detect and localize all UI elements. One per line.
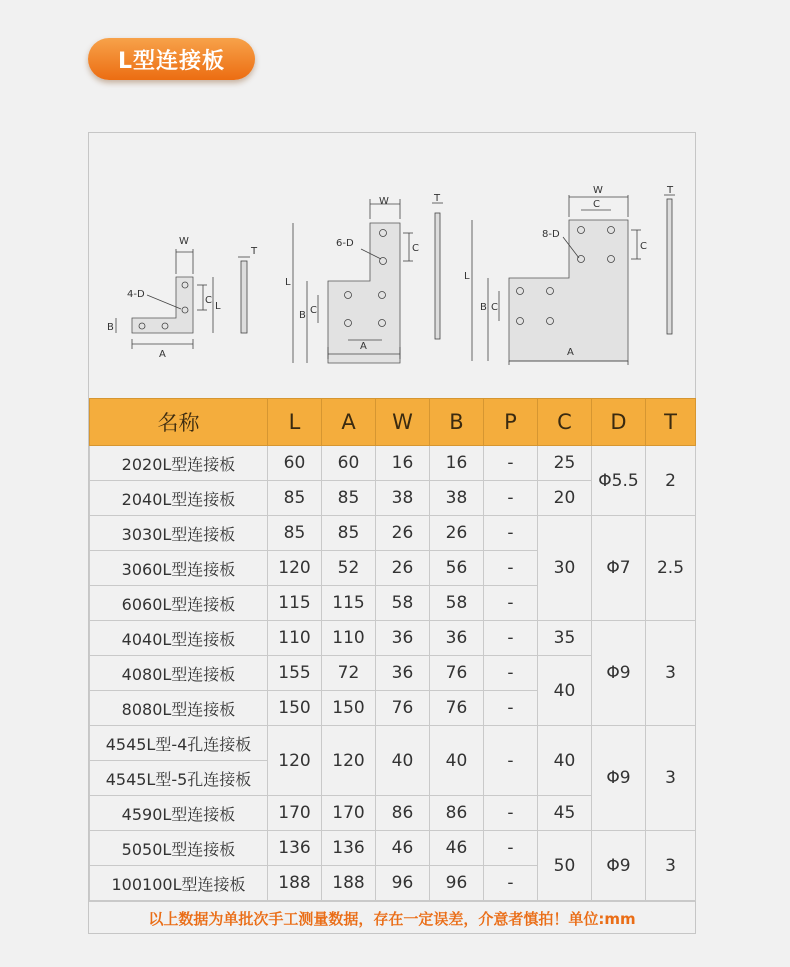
cell-b: 86 xyxy=(430,796,484,831)
col-header: A xyxy=(322,399,376,446)
cell-name: 4545L型-5孔连接板 xyxy=(90,761,268,796)
cell-w: 86 xyxy=(376,796,430,831)
dim-mid-w: W xyxy=(379,196,389,207)
footnote: 以上数据为单批次手工测量数据，存在一定误差，介意者慎拍！单位:mm xyxy=(89,901,695,935)
cell-a: 170 xyxy=(322,796,376,831)
table-row xyxy=(90,446,696,481)
cell-name: 4590L型连接板 xyxy=(90,796,268,831)
cell-name: 5050L型连接板 xyxy=(90,831,268,866)
cell-name: 2040L型连接板 xyxy=(90,481,268,516)
cell-p: - xyxy=(484,446,538,481)
cell-l: 120 xyxy=(268,726,322,796)
cell-a: 188 xyxy=(322,866,376,901)
cell-l: 120 xyxy=(268,551,322,586)
cell-p: - xyxy=(484,656,538,691)
cell-a: 120 xyxy=(322,726,376,796)
spec-frame xyxy=(88,132,696,934)
cell-p: - xyxy=(484,621,538,656)
cell-w: 36 xyxy=(376,621,430,656)
table-row xyxy=(90,831,696,866)
cell-b: 76 xyxy=(430,691,484,726)
cell-l: 110 xyxy=(268,621,322,656)
cell-t: 3 xyxy=(646,831,696,901)
cell-b: 36 xyxy=(430,621,484,656)
dim-mid-d: 6-D xyxy=(336,238,354,249)
col-header: C xyxy=(538,399,592,446)
dim-large-a: A xyxy=(567,347,574,358)
cell-b: 58 xyxy=(430,586,484,621)
cell-b: 26 xyxy=(430,516,484,551)
cell-a: 72 xyxy=(322,656,376,691)
cell-t: 2 xyxy=(646,446,696,516)
cell-w: 38 xyxy=(376,481,430,516)
cell-a: 110 xyxy=(322,621,376,656)
cell-d: Φ7 xyxy=(592,516,646,621)
table-row xyxy=(90,726,696,761)
cell-l: 115 xyxy=(268,586,322,621)
dim-large-b: B xyxy=(480,302,487,313)
cell-name: 100100L型连接板 xyxy=(90,866,268,901)
table-row xyxy=(90,621,696,656)
cell-a: 85 xyxy=(322,516,376,551)
cell-c: 45 xyxy=(538,796,592,831)
col-header: B xyxy=(430,399,484,446)
cell-p: - xyxy=(484,551,538,586)
cell-p: - xyxy=(484,726,538,796)
cell-b: 38 xyxy=(430,481,484,516)
cell-d: Φ9 xyxy=(592,726,646,831)
dim-large-d: 8-D xyxy=(542,229,560,240)
cell-d: Φ9 xyxy=(592,621,646,726)
dim-large-c2: C xyxy=(640,241,647,252)
cell-w: 40 xyxy=(376,726,430,796)
cell-b: 56 xyxy=(430,551,484,586)
cell-name: 4040L型连接板 xyxy=(90,621,268,656)
cell-a: 136 xyxy=(322,831,376,866)
cell-p: - xyxy=(484,866,538,901)
page-title: L型连接板 xyxy=(88,38,255,80)
cell-p: - xyxy=(484,481,538,516)
dimension-diagram xyxy=(89,133,695,398)
cell-c: 30 xyxy=(538,516,592,621)
dim-mid-c2: C xyxy=(310,305,317,316)
dim-small-w: W xyxy=(179,236,189,247)
cell-d: Φ9 xyxy=(592,831,646,901)
col-header: L xyxy=(268,399,322,446)
cell-c: 50 xyxy=(538,831,592,901)
cell-a: 115 xyxy=(322,586,376,621)
cell-l: 188 xyxy=(268,866,322,901)
cell-l: 150 xyxy=(268,691,322,726)
cell-p: - xyxy=(484,516,538,551)
dim-small-t: T xyxy=(251,246,258,257)
cell-p: - xyxy=(484,796,538,831)
cell-name: 8080L型连接板 xyxy=(90,691,268,726)
cell-p: - xyxy=(484,831,538,866)
cell-p: - xyxy=(484,691,538,726)
cell-a: 150 xyxy=(322,691,376,726)
cell-c: 25 xyxy=(538,446,592,481)
table-header-row xyxy=(90,399,696,446)
cell-w: 26 xyxy=(376,551,430,586)
spec-table xyxy=(89,398,696,901)
dim-mid-b: B xyxy=(299,310,306,321)
cell-w: 76 xyxy=(376,691,430,726)
cell-b: 16 xyxy=(430,446,484,481)
cell-l: 85 xyxy=(268,516,322,551)
cell-l: 85 xyxy=(268,481,322,516)
dim-large-c: C xyxy=(593,199,600,210)
cell-w: 46 xyxy=(376,831,430,866)
dim-small-a: A xyxy=(159,349,166,360)
cell-name: 6060L型连接板 xyxy=(90,586,268,621)
cell-name: 3060L型连接板 xyxy=(90,551,268,586)
cell-b: 40 xyxy=(430,726,484,796)
cell-a: 85 xyxy=(322,481,376,516)
dim-small-l: L xyxy=(215,301,221,312)
dim-small-c: C xyxy=(205,295,212,306)
cell-l: 136 xyxy=(268,831,322,866)
cell-a: 52 xyxy=(322,551,376,586)
cell-c: 20 xyxy=(538,481,592,516)
cell-l: 155 xyxy=(268,656,322,691)
dim-mid-c: C xyxy=(412,243,419,254)
cell-t: 2.5 xyxy=(646,516,696,621)
col-header: P xyxy=(484,399,538,446)
dim-large-w: W xyxy=(593,185,603,196)
table-row xyxy=(90,516,696,551)
cell-a: 60 xyxy=(322,446,376,481)
cell-name: 3030L型连接板 xyxy=(90,516,268,551)
cell-b: 76 xyxy=(430,656,484,691)
cell-b: 96 xyxy=(430,866,484,901)
cell-w: 96 xyxy=(376,866,430,901)
cell-name: 2020L型连接板 xyxy=(90,446,268,481)
col-header: D xyxy=(592,399,646,446)
cell-c: 35 xyxy=(538,621,592,656)
cell-w: 58 xyxy=(376,586,430,621)
col-header: W xyxy=(376,399,430,446)
cell-w: 26 xyxy=(376,516,430,551)
cell-w: 16 xyxy=(376,446,430,481)
cell-name: 4080L型连接板 xyxy=(90,656,268,691)
dim-mid-a: A xyxy=(360,341,367,352)
cell-t: 3 xyxy=(646,621,696,726)
cell-l: 170 xyxy=(268,796,322,831)
dim-large-t: T xyxy=(667,185,674,196)
col-header: T xyxy=(646,399,696,446)
dim-mid-l: L xyxy=(285,277,291,288)
cell-c: 40 xyxy=(538,726,592,796)
dim-mid-t: T xyxy=(434,193,441,204)
dim-small-d: 4-D xyxy=(127,289,145,300)
cell-d: Φ5.5 xyxy=(592,446,646,516)
cell-c: 40 xyxy=(538,656,592,726)
cell-l: 60 xyxy=(268,446,322,481)
cell-w: 36 xyxy=(376,656,430,691)
dim-large-c3: C xyxy=(491,302,498,313)
dim-large-l: L xyxy=(464,271,470,282)
dim-small-b: B xyxy=(107,322,114,333)
cell-b: 46 xyxy=(430,831,484,866)
col-header: 名称 xyxy=(90,399,268,446)
cell-t: 3 xyxy=(646,726,696,831)
cell-name: 4545L型-4孔连接板 xyxy=(90,726,268,761)
cell-p: - xyxy=(484,586,538,621)
